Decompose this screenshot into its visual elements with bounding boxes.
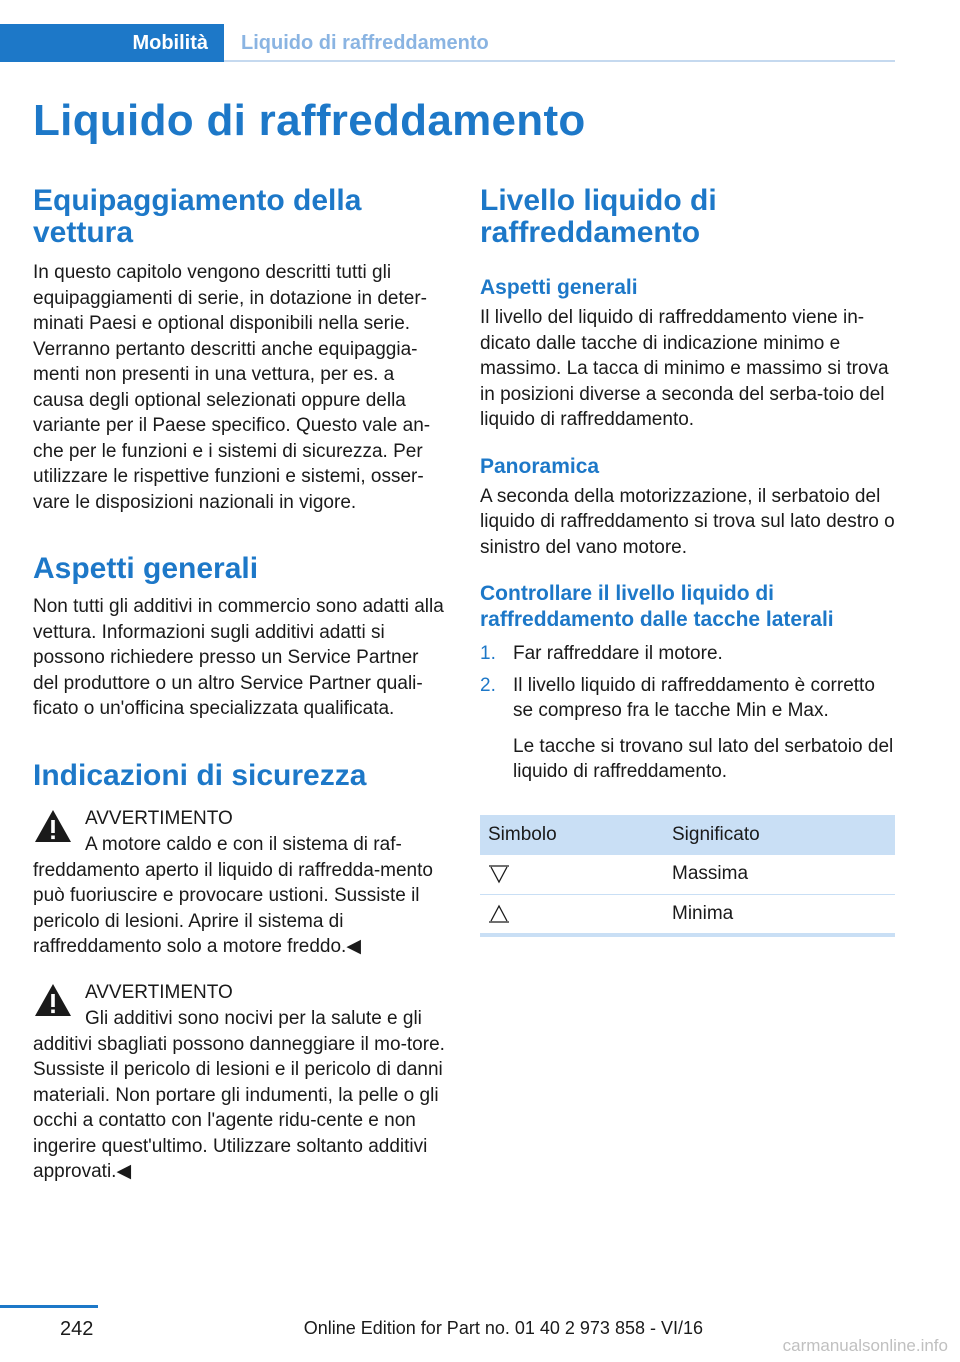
warning-block: [33, 806, 448, 960]
warning-text-first-line: A motore caldo e con il sistema di raf‐: [85, 833, 402, 855]
header-divider: [224, 60, 895, 62]
safety-heading: Indicazioni di sicurezza: [33, 758, 367, 792]
steps-list: [480, 641, 898, 724]
meaning-cell: Massima: [664, 855, 895, 895]
general-text: Il livello del liquido di raffreddamento viene in‐dicato dalle tacche di indicazione minimo e massimo. La tacca di minimo e massimo si trova in posizioni diverse a seconda del serba‐toio del liquido di raffreddamento.: [480, 307, 889, 430]
watermark: carmanualsonline.info: [782, 1336, 948, 1355]
equipment-text: In questo capitolo vengono descritti tutti gli equipaggiamenti di serie, in dotazione in deter‐minati Paesi e optional disponibili nella serie. Verranno pertanto descritti anche equipaggia‐menti non presenti in una vettura, per es. a causa degli optional selezionati oppure della variante per il Paese specifico. Questo vale an‐che per le funzioni e i sistemi di sicurezza. Per utilizzare le rispettive funzioni e sistemi, osser‐vare le disposizioni nazionali in vigore.: [33, 262, 431, 513]
warning-block: [33, 980, 448, 1185]
min-mark-icon: [488, 904, 510, 924]
meaning-cell: Minima: [664, 895, 895, 935]
column-header-meaning: Significato: [664, 815, 895, 855]
general-text: Non tutti gli additivi in commercio sono adatti alla vettura. Informazioni sugli additivi adatti si possono richiedere presso un Service Partner del produttore o un altro Service Partner quali‐ficato o un'officina specializzata qualificata.: [33, 596, 444, 719]
overview-text: A seconda della motorizzazione, il serbatoio del liquido di raffreddamento si trova sul lato destro o sinistro del vano motore.: [480, 485, 895, 558]
table-row: [480, 895, 895, 935]
table-header-row: [480, 815, 895, 855]
footer-rule: [0, 1305, 98, 1308]
overview-subheading: Panoramica: [480, 454, 600, 478]
page-number: 242: [60, 1318, 94, 1340]
step-text: Far raffreddare il motore.: [513, 643, 723, 664]
step-note: Le tacche si trovano sul lato del serbatoio del liquido di raffreddamento.: [513, 735, 894, 782]
step-number: 1.: [480, 643, 496, 664]
edition-text: Online Edition for Part no. 01 40 2 973 858 - VI/16: [303, 1318, 703, 1338]
step-number: 2.: [480, 674, 496, 696]
warning-triangle-icon: [33, 982, 73, 1018]
warning-text: freddamento aperto il liquido di raffredda‐mento può fuoriuscire e provocare ustioni. Sussiste il pericolo di lesioni. Aprire il sistema di raffreddamento solo a motore freddo.◀: [33, 859, 433, 957]
page-title: Liquido di raffreddamento: [33, 96, 586, 145]
max-mark-icon: [488, 864, 510, 884]
list-item: [480, 673, 898, 724]
breadcrumb[interactable]: Liquido di raffreddamento: [241, 32, 489, 54]
equipment-heading: Equipaggiamento della vettura: [33, 184, 362, 249]
warning-label: AVVERTIMENTO: [85, 981, 233, 1003]
warning-text: additivi sbagliati possono danneggiare il mo‐tore. Sussiste il pericolo di lesioni e il pericolo di danni materiali. Non portare gli indumenti, la pelle o gli occhi a contatto con l'agente ridu‐cente e non ingerire quest'ultimo. Utilizzare soltanto additivi approvati.◀: [33, 1033, 445, 1182]
general-heading: Aspetti generali: [33, 552, 259, 585]
right-column: [480, 185, 898, 937]
coolant-level-heading: Livello liquido di raffreddamento: [480, 184, 717, 249]
symbol-table: [480, 815, 895, 937]
step-text: Il livello liquido di raffreddamento è corretto se compreso fra le tacche Min e Max.: [513, 674, 875, 721]
symbol-cell: [480, 895, 664, 935]
section-tab[interactable]: Mobilità: [0, 24, 224, 62]
warning-label: AVVERTIMENTO: [85, 807, 233, 829]
column-header-symbol: Simbolo: [480, 815, 664, 855]
general-subheading: Aspetti generali: [480, 276, 638, 299]
check-level-subheading: Controllare il livello liquido di raffreddamento dalle tacche laterali: [480, 582, 834, 631]
page-header: [0, 24, 895, 62]
table-row: [480, 855, 895, 895]
symbol-cell: [480, 855, 664, 895]
warning-text-first-line: Gli additivi sono nocivi per la salute e gli: [85, 1007, 422, 1029]
left-column: [33, 185, 448, 1185]
warning-triangle-icon: [33, 808, 73, 844]
list-item: [480, 641, 898, 667]
